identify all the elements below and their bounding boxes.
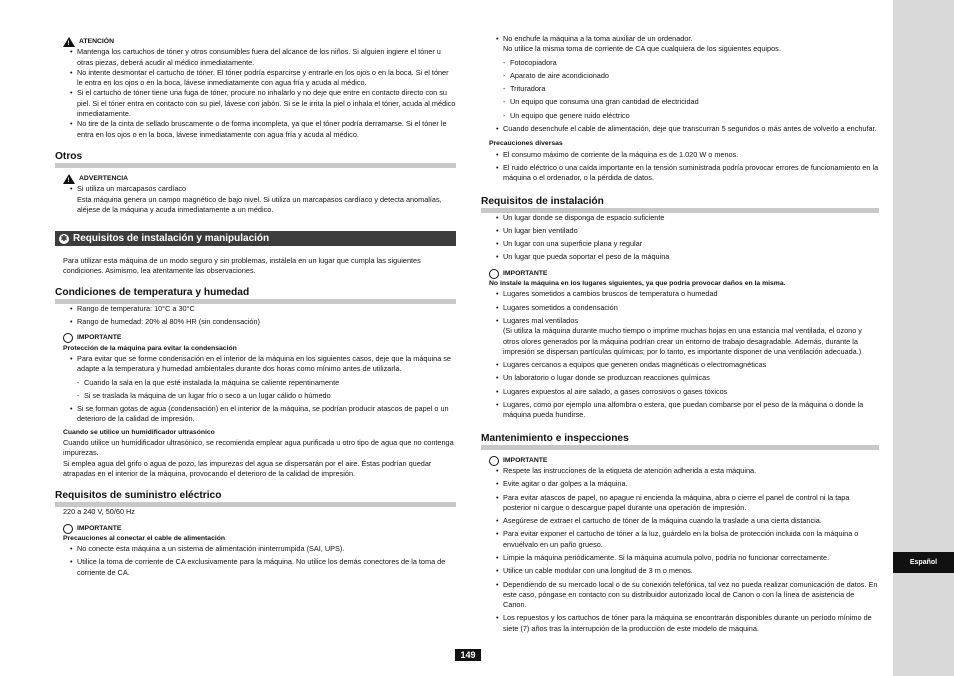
right-column [481, 34, 879, 634]
side-margin-bar [893, 0, 954, 676]
list-item: • Utilice la toma de corriente de CA exclusivamente para la máquina. No utilice los demás conectores de la toma de corriente de CA. [55, 557, 456, 578]
list-item: • Un lugar bien ventilado [481, 226, 879, 236]
importante-header [481, 269, 879, 279]
outlet-text-2: No utilice la misma toma de corriente de CA que cualquiera de los siguientes equipos. [503, 44, 781, 54]
humidifier-text-1: Cuando utilice un humidificador ultrasónico, se recomienda emplear agua purificada u otro tipo de agua que no contenga impurezas. [63, 438, 454, 458]
list-item: • Lugares sometidos a condensación [481, 303, 879, 313]
section-title-temperature: Condiciones de temperatura y humedad [55, 287, 456, 304]
list-item: • Asegúrese de extraer el cartucho de tóner de la máquina cuando la traslade a una cierta distancia. [481, 516, 879, 526]
condensation-title: Protección de la máquina para evitar la condensación [63, 344, 237, 352]
dash-item: - Trituradora [481, 84, 879, 94]
dash-item: - Cuando la sala en la que esté instalada la máquina se caliente repentinamente [55, 378, 456, 388]
power-value: 220 a 240 V, 50/60 Hz [63, 507, 135, 517]
dash-item: - Un equipo que consuma una gran cantidad de electricidad [481, 97, 879, 107]
cable-title: Precauciones al conectar el cable de alimentación [63, 534, 226, 542]
list-item: • Si utiliza un marcapasos cardíaco [55, 184, 456, 194]
important-icon [63, 333, 73, 343]
section-band [55, 231, 456, 246]
diversas-list [481, 150, 879, 184]
list-item: • No conecte esta máquina a un sistema de alimentación ininterrumpida (SAI, UPS). [55, 544, 456, 554]
importante-label: IMPORTANTE [503, 456, 548, 464]
list-item: • Evite agitar o dar golpes a la máquina. [481, 479, 879, 489]
list-item: • Un lugar donde se disponga de espacio suficiente [481, 213, 879, 223]
list-item: • Un lugar que pueda soportar el peso de la máquina [481, 252, 879, 262]
list-item: • Cuando desenchufe el cable de alimentación, deje que transcurran 5 segundos o más antes de volverlo a enchufar. [481, 124, 879, 134]
importante-label: IMPORTANTE [503, 269, 548, 277]
power-outlet-list [481, 34, 879, 134]
diversas-title: Precauciones diversas [489, 140, 563, 148]
list-item: • Para evitar que se forme condensación en el interior de la máquina en los siguientes casos, deje que la máquina se adapte a la temperatura y humedad ambientales durante dos horas como mínimo antes de utilizarla. [55, 354, 456, 375]
atencion-header [55, 37, 456, 47]
importante-label: IMPORTANTE [77, 524, 122, 532]
ventilation-label: • Lugares mal ventilados [503, 315, 579, 325]
warning-icon: ! [63, 37, 75, 47]
ventilation-note: (Si utiliza la máquina durante mucho tiempo o imprime muchas hojas en una estancia mal ventilada, el ozono y otros olores generados por la máquina podrían crear un entorno de trabajo desagradable. Además, durante la impresión se dispersan partículas químicas; por lo tanto, es importante disponer de una ventilación adecuada.) [503, 326, 862, 356]
gear-icon: ✱ [60, 233, 68, 243]
dash-item: - Un equipo que genere ruido eléctrico [481, 111, 879, 121]
list-item: • Si se forman gotas de agua (condensación) en el interior de la máquina, se podrían producir atascos de papel o un deterioro de la calidad de impresión. [55, 404, 456, 425]
temperature-list [55, 304, 456, 328]
list-item: • Dependiendo de su mercado local o de su conexión telefónica, tal vez no pueda realizar comunicación de datos. En este caso, póngase en contacto con su distribuidor autorizado local de Canon o con la línea de asistencia de Canon. [481, 580, 879, 611]
outlet-text-1: • No enchufe la máquina a la toma auxiliar de un ordenador. [503, 34, 693, 43]
atencion-list [55, 47, 456, 140]
page-number: 149 [455, 649, 481, 661]
section-title-maintenance: Mantenimiento e inspecciones [481, 433, 879, 450]
no-install-title: No instale la máquina en los lugares siguientes, ya que podría provocar daños en la misma. [489, 280, 786, 288]
list-item: • Un lugar con una superficie plana y regular [481, 239, 879, 249]
list-item: • Limpie la máquina periódicamente. Si la máquina acumula polvo, podría no funcionar correctamente. [481, 553, 879, 563]
list-item: • Lugares cercanos a equipos que generen ondas magnéticas o electromagnéticas [481, 360, 879, 370]
list-item: • El ruido eléctrico o una caída importante en la tensión suministrada podría provocar errores de funcionamiento en la máquina o el ordenador, o la pérdida de datos. [481, 163, 879, 184]
humidifier-text-2: Si emplea agua del grifo o agua de pozo, las impurezas del agua se dispersarán por el aire. Éstas podrían quedar atrapadas en el interior de la máquina, provocando el deterioro de la calidad de impresión. [63, 458, 432, 478]
no-install-list [481, 289, 879, 420]
list-item: • Los repuestos y los cartuchos de tóner para la máquina se encontrarán disponibles durante un período mínimo de siete (7) años tras la interrupción de la producción de este modelo de máquina. [481, 613, 879, 634]
warning-icon: ! [63, 174, 75, 184]
list-item: • Para evitar exponer el cartucho de tóner a la luz, guárdelo en la bolsa de protección incluida con la máquina o envuélvalo en un paño grueso. [481, 529, 879, 550]
section-title-otros: Otros [55, 151, 456, 168]
list-item: • Un laboratorio o lugar donde se produzcan reacciones químicas [481, 373, 879, 383]
language-tab[interactable]: Español [893, 552, 954, 573]
dash-item: - Aparato de aire acondicionado [481, 71, 879, 81]
importante-header [55, 333, 456, 343]
section-title-installation: Requisitos de instalación [481, 196, 879, 213]
intro-text: Para utilizar esta máquina de un modo seguro y sin problemas, instálela en un lugar que cumpla las siguientes condiciones. Asimismo, lea atentamente las observaciones. [63, 256, 421, 276]
maintenance-list [481, 466, 879, 634]
dash-item: - Fotocopiadora [481, 58, 879, 68]
advertencia-text: Esta máquina genera un campo magnético de bajo nivel. Si utiliza un marcapasos cardíaco y detecta anomalías, aléjese de la máquina y acuda inmediatamente a un médico. [77, 194, 442, 214]
band-title: Requisitos de instalación y manipulación [73, 232, 270, 244]
list-item: • Para evitar atascos de papel, no apague ni encienda la máquina, abra o cierre el panel de control ni la tapa posterior ni cargue o descargue papel durante una operación de impresión. [481, 493, 879, 514]
installation-list [481, 213, 879, 263]
list-item: • Lugares expuestos al aire salado, a gases corrosivos o gases tóxicos [481, 387, 879, 397]
importante-header [55, 524, 456, 534]
humidifier-title: Cuando se utilice un humidificador ultrasónico [63, 428, 215, 436]
advertencia-list [55, 184, 456, 194]
list-item: • No tire de la cinta de sellado bruscamente o de forma incompleta, ya que el tóner podría derramarse. Si el tóner le entra en los ojos o en la boca, lávese inmediatamente con agua fría y acuda al médico. [55, 119, 456, 140]
list-item: • Rango de humedad: 20% al 80% HR (sin condensación) [55, 317, 456, 327]
important-icon [489, 456, 499, 466]
importante-label: IMPORTANTE [77, 334, 122, 342]
list-item: • Lugares sometidos a cambios bruscos de temperatura o humedad [481, 289, 879, 299]
section-title-power: Requisitos de suministro eléctrico [55, 490, 456, 507]
list-item: • Rango de temperatura: 10°C a 30°C [55, 304, 456, 314]
atencion-label: ATENCIÓN [79, 38, 114, 45]
dash-item: - Si se traslada la máquina de un lugar frío o seco a un lugar cálido o húmedo [55, 391, 456, 401]
list-item: • Mantenga los cartuchos de tóner y otros consumibles fuera del alcance de los niños. Si alguien ingiere el tóner u otras piezas, deberá acudir al médico inmediatamente. [55, 47, 456, 68]
condensation-list [55, 354, 456, 425]
left-column [55, 34, 456, 578]
list-item: • Lugares, como por ejemplo una alfombra o estera, que puedan combarse por el peso de la máquina o donde la máquina pueda hundirse. [481, 400, 879, 421]
list-item [481, 34, 879, 55]
list-item: • Respete las instrucciones de la etiqueta de atención adherida a esta máquina. [481, 466, 879, 476]
importante-header [481, 456, 879, 466]
list-item: • Utilice un cable modular con una longitud de 3 m o menos. [481, 566, 879, 576]
advertencia-label: ADVERTENCIA [79, 174, 129, 182]
important-icon [489, 269, 499, 279]
important-icon [63, 524, 73, 534]
list-item [481, 316, 879, 357]
cable-list [55, 544, 456, 578]
advertencia-header [55, 174, 456, 184]
list-item: • Si el cartucho de tóner tiene una fuga de tóner, procure no inhalarlo y no deje que entre en contacto directo con su piel. Si el tóner entra en contacto con su piel, lávese con jabón. Si se le irrita la piel o inhala el tóner, acuda al médico inmediatamente. [55, 88, 456, 119]
list-item: • No intente desmontar el cartucho de tóner. El tóner podría esparcirse y entrarle en los ojos o en la boca. Si el tóner le entra en los ojos o en la boca, lávese inmediatamente con agua fría y acuda al médico. [55, 68, 456, 89]
list-item: • El consumo máximo de corriente de la máquina es de 1.020 W o menos. [481, 150, 879, 160]
